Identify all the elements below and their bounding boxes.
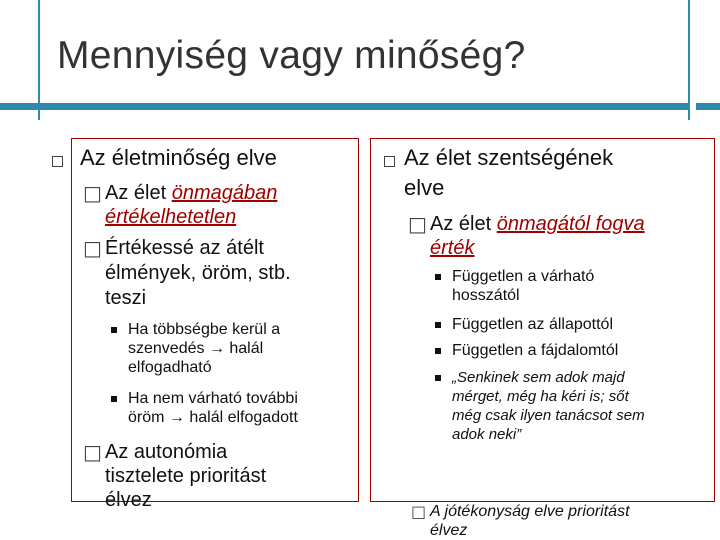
right-heading-line-2: elve: [404, 175, 445, 200]
box-bullet-icon: □: [408, 212, 427, 236]
left-sub-2-line-2: öröm → halál elfogadott: [128, 409, 298, 426]
right-sub-3: Független a fájdalomtól: [452, 342, 619, 359]
arrow-icon: →: [208, 340, 225, 357]
accent-vertical-line: [38, 0, 40, 120]
left-item-3-line-3: élvez: [105, 489, 152, 511]
solid-bullet-icon: [435, 274, 441, 280]
solid-bullet-icon: [435, 322, 441, 328]
right-sub-1-line-1: Független a várható: [452, 268, 595, 285]
accent-horizontal-rule: [0, 103, 688, 110]
left-item-2-line-2: élmények, öröm, stb.: [105, 262, 291, 284]
left-item-2-line-3: teszi: [105, 287, 147, 309]
quote-line-4: adok neki”: [452, 426, 522, 443]
solid-bullet-icon: [111, 327, 117, 333]
accent-vertical-line-2: [688, 0, 690, 120]
solid-bullet-icon: [111, 396, 117, 402]
box-bullet-icon: □: [83, 181, 102, 205]
solid-bullet-icon: [435, 375, 441, 381]
accent-rule-segment: [696, 103, 720, 110]
left-sub-2-line-1: Ha nem várható további: [128, 390, 298, 407]
box-bullet-icon: □: [411, 502, 427, 521]
left-sub-1-line-2: szenvedés → halál: [128, 340, 264, 357]
box-bullet-icon: □: [83, 440, 102, 464]
left-item-3-line-2: tisztelete prioritást: [105, 465, 267, 487]
heading-bullet-icon: [52, 156, 63, 167]
quote-line-1: „Senkinek sem adok majd: [452, 369, 625, 386]
right-heading-line-1: Az élet szentségének: [404, 145, 614, 170]
quote-line-3: még csak ilyen tanácsot sem: [452, 407, 645, 424]
right-sub-2: Független az állapottól: [452, 316, 613, 333]
left-item-1-line-1: Az élet önmagában: [105, 182, 278, 204]
left-item-3-line-1: Az autonómia: [105, 441, 228, 463]
left-sub-1-line-1: Ha többségbe kerül a: [128, 321, 281, 338]
solid-bullet-icon: [435, 348, 441, 354]
right-last-line-1: A jótékonyság elve prioritást: [430, 503, 630, 520]
quote-line-2: mérget, még ha kéri is; sőt: [452, 388, 629, 405]
left-sub-1-line-3: elfogadható: [128, 359, 212, 376]
slide-title: Mennyiség vagy minőség?: [57, 34, 526, 77]
right-item-line-1: Az élet önmagától fogva: [430, 213, 645, 235]
right-item-line-2: érték: [430, 237, 475, 259]
left-item-1-line-2: értékelhetetlen: [105, 206, 237, 228]
right-last-line-2: élvez: [430, 522, 468, 539]
left-heading: Az életminőség elve: [80, 145, 277, 170]
box-bullet-icon: □: [83, 236, 102, 260]
left-item-2-line-1: Értékessé az átélt: [105, 237, 264, 259]
arrow-icon: →: [168, 409, 185, 426]
right-sub-1-line-2: hosszától: [452, 287, 520, 304]
heading-bullet-icon: [384, 156, 395, 167]
